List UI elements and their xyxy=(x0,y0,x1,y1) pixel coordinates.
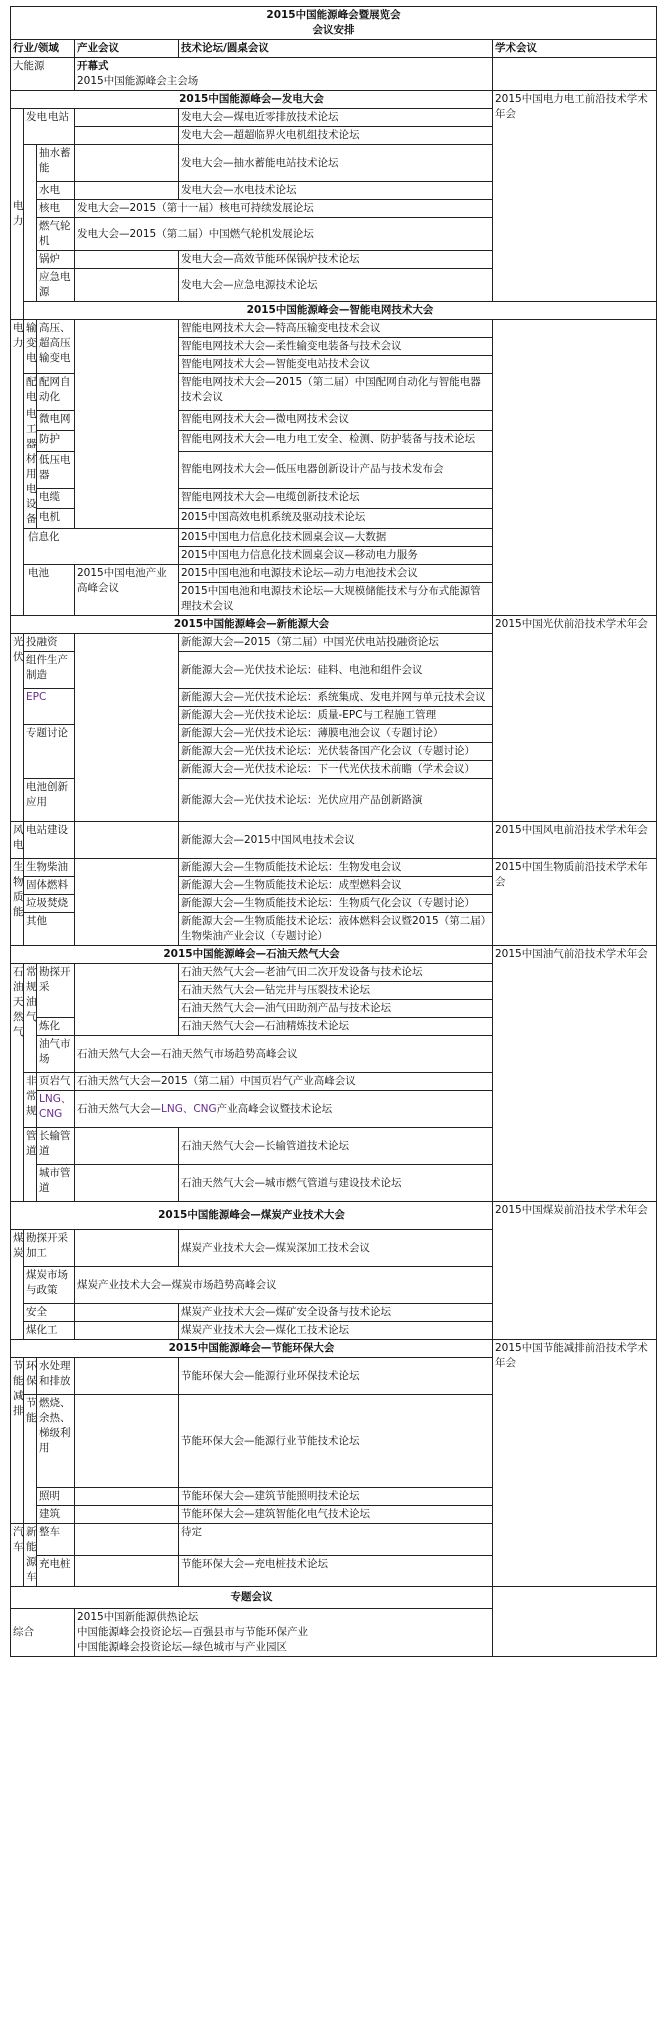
section-title-new-energy: 2015中国能源峰会—新能源大会 xyxy=(11,616,493,634)
sub-field: 油气市场 xyxy=(37,1036,75,1073)
sub-field: 抽水蓄能 xyxy=(37,145,75,182)
empty-cell xyxy=(75,1358,179,1395)
forum-cell: 新能源大会—光伏技术论坛：硅料、电池和组件会议 xyxy=(179,652,493,689)
academic-coal: 2015中国煤炭前沿技术学术年会 xyxy=(493,1202,657,1340)
sub-field: 燃烧、余热、梯级利用 xyxy=(37,1395,75,1488)
forum-cell: 新能源大会—生物质能技术论坛：生物发电会议 xyxy=(179,859,493,877)
sub-field: 勘探开采 xyxy=(37,964,75,1018)
field-transmission: 输变电 xyxy=(24,320,37,374)
forum-cell: 待定 xyxy=(179,1524,493,1556)
empty-cell xyxy=(75,1488,179,1506)
forum-cell: 节能环保大会—建筑智能化电气技术论坛 xyxy=(179,1506,493,1524)
table-row xyxy=(11,529,657,547)
empty-cell xyxy=(75,1555,179,1587)
cell xyxy=(24,374,37,529)
forum-cell: 新能源大会—光伏技术论坛：系统集成、发电并网与单元技术会议 xyxy=(179,689,493,707)
sub-field: 勘探开采加工 xyxy=(24,1230,75,1267)
sub-field: 整车 xyxy=(37,1524,75,1556)
conference-cell: 2015中国电池产业高峰会议 xyxy=(75,565,179,616)
field-energy-saving: 节能减排 xyxy=(11,1358,24,1524)
forum-cell: 发电大会—高效节能环保锅炉技术论坛 xyxy=(179,251,493,269)
sub-field: 煤炭市场与政策 xyxy=(24,1267,75,1304)
forum-cell: 发电大会—超超临界火电机组技术论坛 xyxy=(179,127,493,145)
list-item: 2015中国新能源供热论坛 xyxy=(77,1611,199,1623)
field-bio: 生物质能 xyxy=(11,859,24,946)
sub-field: 电池创新应用 xyxy=(24,779,75,822)
section-row xyxy=(11,946,657,964)
forum-cell: 新能源大会—生物质能技术论坛：生物质气化会议（专题讨论） xyxy=(179,895,493,913)
sub-field: 水电 xyxy=(37,182,75,200)
empty-cell xyxy=(75,1524,179,1556)
section-row xyxy=(11,1340,657,1358)
conference-cell: 发电大会—2015（第二届）中国燃气轮机发展论坛 xyxy=(75,218,493,251)
field-coal: 煤炭 xyxy=(11,1230,24,1340)
forum-cell: 石油天然气大会—油气田助剂产品与技术论坛 xyxy=(179,1000,493,1018)
section-title-env: 2015中国能源峰会—节能环保大会 xyxy=(11,1340,493,1358)
forum-cell: 智能电网技术大会—低压电器创新设计产品与技术发布会 xyxy=(179,451,493,488)
forum-cell: 新能源大会—光伏技术论坛：光伏装备国产化会议（专题讨论） xyxy=(179,743,493,761)
field-general: 综合 xyxy=(11,1609,75,1657)
field-battery: 电池 xyxy=(24,565,75,616)
section-row xyxy=(11,91,657,109)
sub-field: 安全 xyxy=(24,1304,75,1322)
forum-cell: 发电大会—煤电近零排放技术论坛 xyxy=(179,109,493,127)
empty-cell xyxy=(75,251,179,269)
sub-field: 固体燃料 xyxy=(24,877,75,895)
table-row xyxy=(11,822,657,859)
field-power: 电力 xyxy=(11,109,24,320)
academic-pv: 2015中国光伏前沿技术学术年会 xyxy=(493,616,657,822)
field-pv: 光伏 xyxy=(11,634,24,822)
section-row xyxy=(11,616,657,634)
sub-field: EPC xyxy=(24,689,75,725)
empty-cell xyxy=(75,1165,179,1202)
sub-field: 专题讨论 xyxy=(24,725,75,779)
opening-cell xyxy=(75,58,493,91)
conference-cell xyxy=(75,1091,493,1128)
sub-field: 垃圾焚烧 xyxy=(24,895,75,913)
table-row xyxy=(11,565,657,583)
sub-field: 电站 xyxy=(48,111,69,123)
cell xyxy=(24,109,75,145)
forum-cell: 新能源大会—2015中国风电技术会议 xyxy=(179,822,493,859)
sub-field: 其他 xyxy=(24,913,75,946)
field-power-gen: 发电 xyxy=(26,111,47,123)
field-equipment: 电工器材用电设备 xyxy=(26,408,37,525)
empty-cell xyxy=(75,964,179,1036)
empty-cell xyxy=(75,1128,179,1165)
field-auto: 汽车 xyxy=(11,1524,24,1587)
sub-field: 充电桩 xyxy=(37,1555,75,1587)
forum-cell: 新能源大会—光伏技术论坛：光伏应用产品创新路演 xyxy=(179,779,493,822)
section-title-coal: 2015中国能源峰会—煤炭产业技术大会 xyxy=(11,1202,493,1230)
empty-cell xyxy=(75,1506,179,1524)
forum-cell: 节能环保大会—建筑节能照明技术论坛 xyxy=(179,1488,493,1506)
sub-field: 防护 xyxy=(37,431,75,451)
field-conventional: 常规油气 xyxy=(24,964,37,1073)
section-title-special: 专题会议 xyxy=(11,1587,493,1609)
academic-power: 2015中国电力电工前沿技术学术年会 xyxy=(493,91,657,302)
conference-cell: 石油天然气大会—石油天然气市场趋势高峰会议 xyxy=(75,1036,493,1073)
forum-cell: 石油天然气大会—长输管道技术论坛 xyxy=(179,1128,493,1165)
empty-cell xyxy=(75,182,179,200)
field-power: 电力 xyxy=(11,320,24,616)
empty-cell xyxy=(493,1587,657,1657)
schedule-document xyxy=(10,6,656,1657)
main-title: 2015中国能源峰会暨展览会 xyxy=(266,9,401,21)
list-item: 中国能源峰会投资论坛—绿色城市与产业园区 xyxy=(77,1641,287,1653)
sub-field: 建筑 xyxy=(37,1506,75,1524)
empty-cell xyxy=(75,109,179,127)
table-row xyxy=(11,320,657,338)
forum-cell: 石油天然气大会—城市燃气管道与建设技术论坛 xyxy=(179,1165,493,1202)
field-pipeline: 管道 xyxy=(24,1128,37,1202)
forum-cell: 智能电网技术大会—微电网技术会议 xyxy=(179,411,493,431)
conference-cell: 煤炭产业技术大会—煤炭市场趋势高峰会议 xyxy=(75,1267,493,1304)
sub-field: 生物柴油 xyxy=(24,859,75,877)
sub-field: 燃气轮机 xyxy=(37,218,75,251)
forum-cell: 发电大会—水电技术论坛 xyxy=(179,182,493,200)
forum-cell: 2015中国电力信息化技术圆桌会议—移动电力服务 xyxy=(179,547,493,565)
field-oil-gas: 石油天然气 xyxy=(11,964,24,1202)
forum-cell: 节能环保大会—能源行业环保技术论坛 xyxy=(179,1358,493,1395)
title-row xyxy=(11,7,657,40)
sub-field: 页岩气 xyxy=(37,1073,75,1091)
forum-cell: 煤炭产业技术大会—煤炭深加工技术会议 xyxy=(179,1230,493,1267)
forum-cell: 新能源大会—光伏技术论坛：薄膜电池会议（专题讨论） xyxy=(179,725,493,743)
empty-cell xyxy=(75,1230,179,1267)
forum-cell: 智能电网技术大会—柔性输变电装备与技术会议 xyxy=(179,338,493,356)
empty-cell xyxy=(75,859,179,946)
forum-cell: 石油天然气大会—石油精炼技术论坛 xyxy=(179,1018,493,1036)
sub-field: 应急电源 xyxy=(37,269,75,302)
section-title-grid: 2015中国能源峰会—智能电网技术大会 xyxy=(24,302,657,320)
forum-cell: 2015中国电池和电源技术论坛—动力电池技术会议 xyxy=(179,565,493,583)
sub-field: 煤化工 xyxy=(24,1322,75,1340)
empty-cell xyxy=(75,145,179,182)
sub-field: 低压电器 xyxy=(37,451,75,488)
forum-cell: 智能电网技术大会—电力电工安全、检测、防护装备与技术论坛 xyxy=(179,431,493,451)
forum-cell: 石油天然气大会—老油气田二次开发设备与技术论坛 xyxy=(179,964,493,982)
field-wind: 风电 xyxy=(11,822,24,859)
sub-field: LNG、CNG xyxy=(37,1091,75,1128)
section-title-oil-gas: 2015中国能源峰会—石油天然气大会 xyxy=(11,946,493,964)
sub-field: 长输管道 xyxy=(37,1128,75,1165)
section-row xyxy=(11,1587,657,1609)
opening-label: 开幕式 xyxy=(77,60,109,72)
forum-cell: 2015中国电力信息化技术圆桌会议—大数据 xyxy=(179,529,493,547)
field-env-protect: 环保 xyxy=(24,1358,37,1395)
forum-cell: 新能源大会—生物质能技术论坛：成型燃料会议 xyxy=(179,877,493,895)
sub-field: 锅炉 xyxy=(37,251,75,269)
opening-venue: 2015中国能源峰会主会场 xyxy=(77,75,199,87)
special-list xyxy=(75,1609,493,1657)
sub-field: 水处理和排放 xyxy=(37,1358,75,1395)
table-row xyxy=(11,859,657,877)
sub-field: 投融资 xyxy=(24,634,75,652)
forum-cell: 新能源大会—光伏技术论坛：下一代光伏技术前瞻（学术会议） xyxy=(179,761,493,779)
forum-cell: 石油天然气大会—钻完井与压裂技术论坛 xyxy=(179,982,493,1000)
header-field: 行业/领域 xyxy=(11,40,75,58)
empty-cell xyxy=(75,822,179,859)
academic-env: 2015中国节能减排前沿技术学术年会 xyxy=(493,1340,657,1587)
empty-cell xyxy=(75,1322,179,1340)
forum-cell: 发电大会—应急电源技术论坛 xyxy=(179,269,493,302)
forum-cell: 2015中国高效电机系统及驱动技术论坛 xyxy=(179,508,493,528)
field-info: 信息化 xyxy=(24,529,179,565)
field-saving: 节能 xyxy=(24,1395,37,1524)
empty-cell xyxy=(24,145,37,302)
forum-cell: 节能环保大会—充电桩技术论坛 xyxy=(179,1555,493,1587)
sub-field: 照明 xyxy=(37,1488,75,1506)
document-title xyxy=(11,7,657,40)
empty-cell xyxy=(493,58,657,91)
sub-field: 电机 xyxy=(37,508,75,528)
sub-field: 核电 xyxy=(37,200,75,218)
forum-cell: 新能源大会—生物质能技术论坛：液体燃料会议暨2015（第二届）生物柴油产业会议（专题讨论） xyxy=(179,913,493,946)
empty-cell xyxy=(75,320,179,529)
forum-cell: 节能环保大会—能源行业节能技术论坛 xyxy=(179,1395,493,1488)
opening-row xyxy=(11,58,657,91)
forum-cell: 智能电网技术大会—电缆创新技术论坛 xyxy=(179,488,493,508)
section-row xyxy=(11,302,657,320)
forum-cell: 2015中国电池和电源技术论坛—大规模储能技术与分布式能源管理技术会议 xyxy=(179,583,493,616)
header-forum: 技术论坛/圆桌会议 xyxy=(179,40,493,58)
forum-cell: 智能电网技术大会—特高压输变电技术会议 xyxy=(179,320,493,338)
forum-cell: 新能源大会—2015（第二届）中国光伏电站投融资论坛 xyxy=(179,634,493,652)
forum-cell: 智能电网技术大会—智能变电站技术会议 xyxy=(179,356,493,374)
forum-cell: 智能电网技术大会—2015（第二届）中国配网自动化与智能电器技术会议 xyxy=(179,374,493,411)
header-industry-conf: 产业会议 xyxy=(75,40,179,58)
sub-field: 炼化 xyxy=(37,1018,75,1036)
list-item: 中国能源峰会投资论坛—百强县市与节能环保产业 xyxy=(77,1626,308,1638)
empty-cell xyxy=(75,269,179,302)
sub-field: 电缆 xyxy=(37,488,75,508)
sub-field: 城市管道 xyxy=(37,1165,75,1202)
conference-cell: 发电大会—2015（第十一届）核电可持续发展论坛 xyxy=(75,200,493,218)
conf-text: 石油天然气大会— xyxy=(77,1102,161,1115)
conference-cell: 石油天然气大会—2015（第二届）中国页岩气产业高峰会议 xyxy=(75,1073,493,1091)
empty-cell xyxy=(75,634,179,822)
forum-cell: 发电大会—抽水蓄能电站技术论坛 xyxy=(179,145,493,182)
forum-cell: 新能源大会—光伏技术论坛：质量-EPC与工程施工管理 xyxy=(179,707,493,725)
empty-cell xyxy=(75,1304,179,1322)
academic-oil-gas: 2015中国油气前沿技术学术年会 xyxy=(493,946,657,1202)
section-row xyxy=(11,1202,657,1230)
empty-cell xyxy=(75,1395,179,1488)
field-nev: 新能源车 xyxy=(24,1524,37,1587)
field-distribution: 配电 xyxy=(26,376,37,403)
sub-field: 电站建设 xyxy=(24,822,75,859)
conf-highlight: LNG、CNG xyxy=(161,1102,217,1115)
academic-bio: 2015中国生物质前沿技术学术年会 xyxy=(493,859,657,946)
sub-field: 高压、超高压输变电 xyxy=(37,320,75,374)
schedule-table xyxy=(10,6,657,1657)
forum-cell: 煤炭产业技术大会—煤矿安全设备与技术论坛 xyxy=(179,1304,493,1322)
header-academic: 学术会议 xyxy=(493,40,657,58)
empty-cell xyxy=(75,127,179,145)
academic-wind: 2015中国风电前沿技术学术年会 xyxy=(493,822,657,859)
sub-title: 会议安排 xyxy=(312,24,355,36)
sub-field: 微电网 xyxy=(37,411,75,431)
sub-field: 组件生产制造 xyxy=(24,652,75,689)
opening-field: 大能源 xyxy=(11,58,75,91)
forum-cell: 煤炭产业技术大会—煤化工技术论坛 xyxy=(179,1322,493,1340)
conf-text: 产业高峰会议暨技术论坛 xyxy=(216,1102,333,1115)
header-row xyxy=(11,40,657,58)
section-title-power-gen: 2015中国能源峰会—发电大会 xyxy=(11,91,493,109)
sub-field: 配网自动化 xyxy=(37,374,75,411)
field-unconventional: 非常规 xyxy=(24,1073,37,1128)
